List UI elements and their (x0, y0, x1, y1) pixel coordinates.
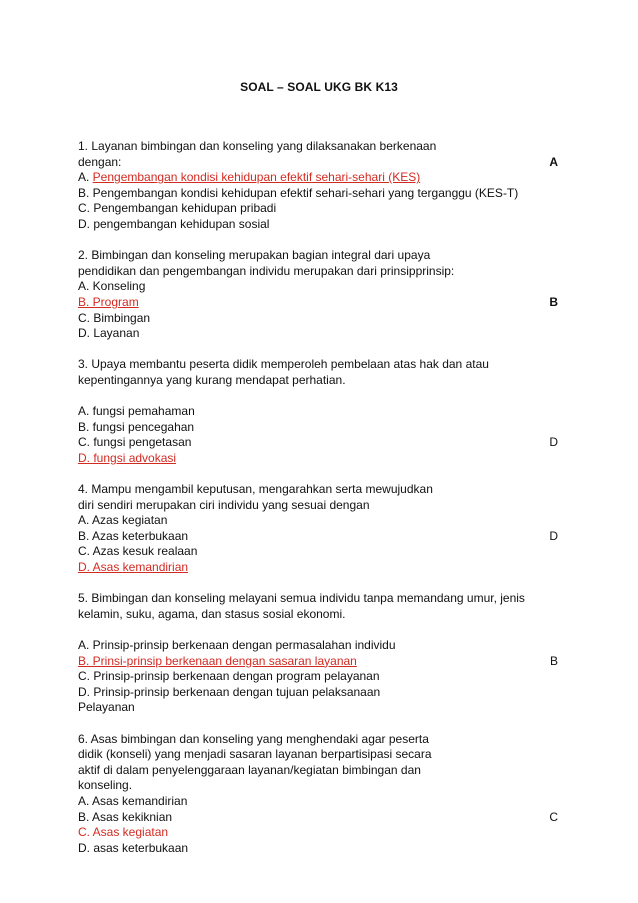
option-correct (78, 451, 558, 467)
document-title: SOAL – SOAL UKG BK K13 (240, 80, 398, 94)
option-correct-text: B. Prinsi-prinsip berkenaan dengan sasaran layanan (78, 653, 357, 668)
option: C. Azas kesuk realaan (78, 544, 198, 559)
question-stem-line: 3. Upaya membantu peserta didik memperoleh pembelaan atas hak dan atau (78, 357, 489, 372)
option: A. Azas kegiatan (78, 513, 168, 528)
question-stem-line: 4. Mampu mengambil keputusan, mengarahkan serta mewujudkan (78, 482, 433, 497)
answer-key: B (549, 294, 558, 309)
option: D. Layanan (78, 326, 140, 341)
option-correct (78, 560, 558, 576)
question-6 (78, 732, 558, 857)
question-stem-line: 6. Asas bimbingan dan konseling yang menghendaki agar peserta (78, 731, 429, 746)
option: A. Asas kemandirian (78, 793, 188, 808)
option: D. pengembangan kehidupan sosial (78, 216, 270, 231)
option: A. Prinsip-prinsip berkenaan dengan permasalahan individu (78, 638, 396, 652)
question-stem-line: pendidikan dan pengembangan individu merupakan dari prinsipprinsip: (78, 263, 455, 278)
option-correct (78, 170, 558, 186)
question-2 (78, 248, 558, 342)
answer-key: C (549, 809, 558, 824)
option: B. Pengembangan kondisi kehidupan efektif sehari-sehari yang terganggu (KES-T) (78, 185, 519, 200)
option-correct (78, 295, 558, 311)
option-correct (78, 825, 558, 841)
spacer (78, 389, 558, 405)
answer-key: D (549, 435, 558, 450)
option: Pelayanan (78, 700, 135, 715)
question-stem-line: 1. Layanan bimbingan dan konseling yang dilaksanakan berkenaan (78, 139, 437, 153)
option-text: B. Asas kekiknian (78, 809, 173, 824)
option: D. asas keterbukaan (78, 840, 189, 855)
answer-key: B (549, 653, 558, 668)
option (78, 810, 558, 826)
option: C. Prinsip-prinsip berkenaan dengan program pelayanan (78, 669, 380, 684)
question-stem-line: 5. Bimbingan dan konseling melayani semua individu tanpa memandang umur, jenis (78, 591, 525, 606)
question-stem-line: didik (konseli) yang menjadi sasaran layanan berpartisipasi secara (78, 747, 432, 762)
spacer (78, 622, 558, 638)
question-4 (78, 482, 558, 576)
question-3 (78, 357, 558, 466)
option-prefix: A. (78, 170, 93, 185)
option-correct (78, 654, 558, 670)
question-stem-line: konseling. (78, 778, 133, 793)
option-correct-text: D. fungsi advokasi (78, 450, 177, 465)
option: A. Konseling (78, 279, 146, 294)
option-correct-text: B. Program (78, 294, 139, 309)
question-stem-line: diri sendiri merupakan ciri individu yang sesuai dengan (78, 497, 370, 512)
answer-key: A (549, 154, 558, 169)
answer-key: D (549, 528, 558, 543)
option-text: C. fungsi pengetasan (78, 435, 192, 450)
question-list (78, 139, 558, 872)
option (78, 529, 558, 545)
option-correct-text: D. Asas kemandirian (78, 560, 189, 575)
option-correct-text: C. Asas kegiatan (78, 825, 169, 840)
question-1 (78, 139, 558, 233)
option: C. Bimbingan (78, 310, 151, 325)
question-stem-line: 2. Bimbingan dan konseling merupakan bagian integral dari upaya (78, 248, 431, 263)
question-stem-line: kelamin, suku, agama, dan stasus sosial ekonomi. (78, 606, 346, 621)
option: B. fungsi pencegahan (78, 419, 195, 434)
option-text: B. Azas keterbukaan (78, 528, 189, 543)
option: D. Prinsip-prinsip berkenaan dengan tujuan pelaksanaan (78, 684, 381, 699)
question-stem-line: kepentingannya yang kurang mendapat perhatian. (78, 372, 346, 387)
question-stem-line: aktif di dalam penyelenggaraan layanan/kegiatan bimbingan dan (78, 762, 421, 777)
question-stem-text: dengan: (78, 154, 122, 169)
option: A. fungsi pemahaman (78, 404, 195, 419)
question-stem-line (78, 155, 558, 171)
option (78, 435, 558, 451)
question-5 (78, 591, 558, 716)
option: C. Pengembangan kehidupan pribadi (78, 201, 277, 216)
option-correct-text: Pengembangan kondisi kehidupan efektif sehari-sehari (KES) (92, 170, 421, 185)
